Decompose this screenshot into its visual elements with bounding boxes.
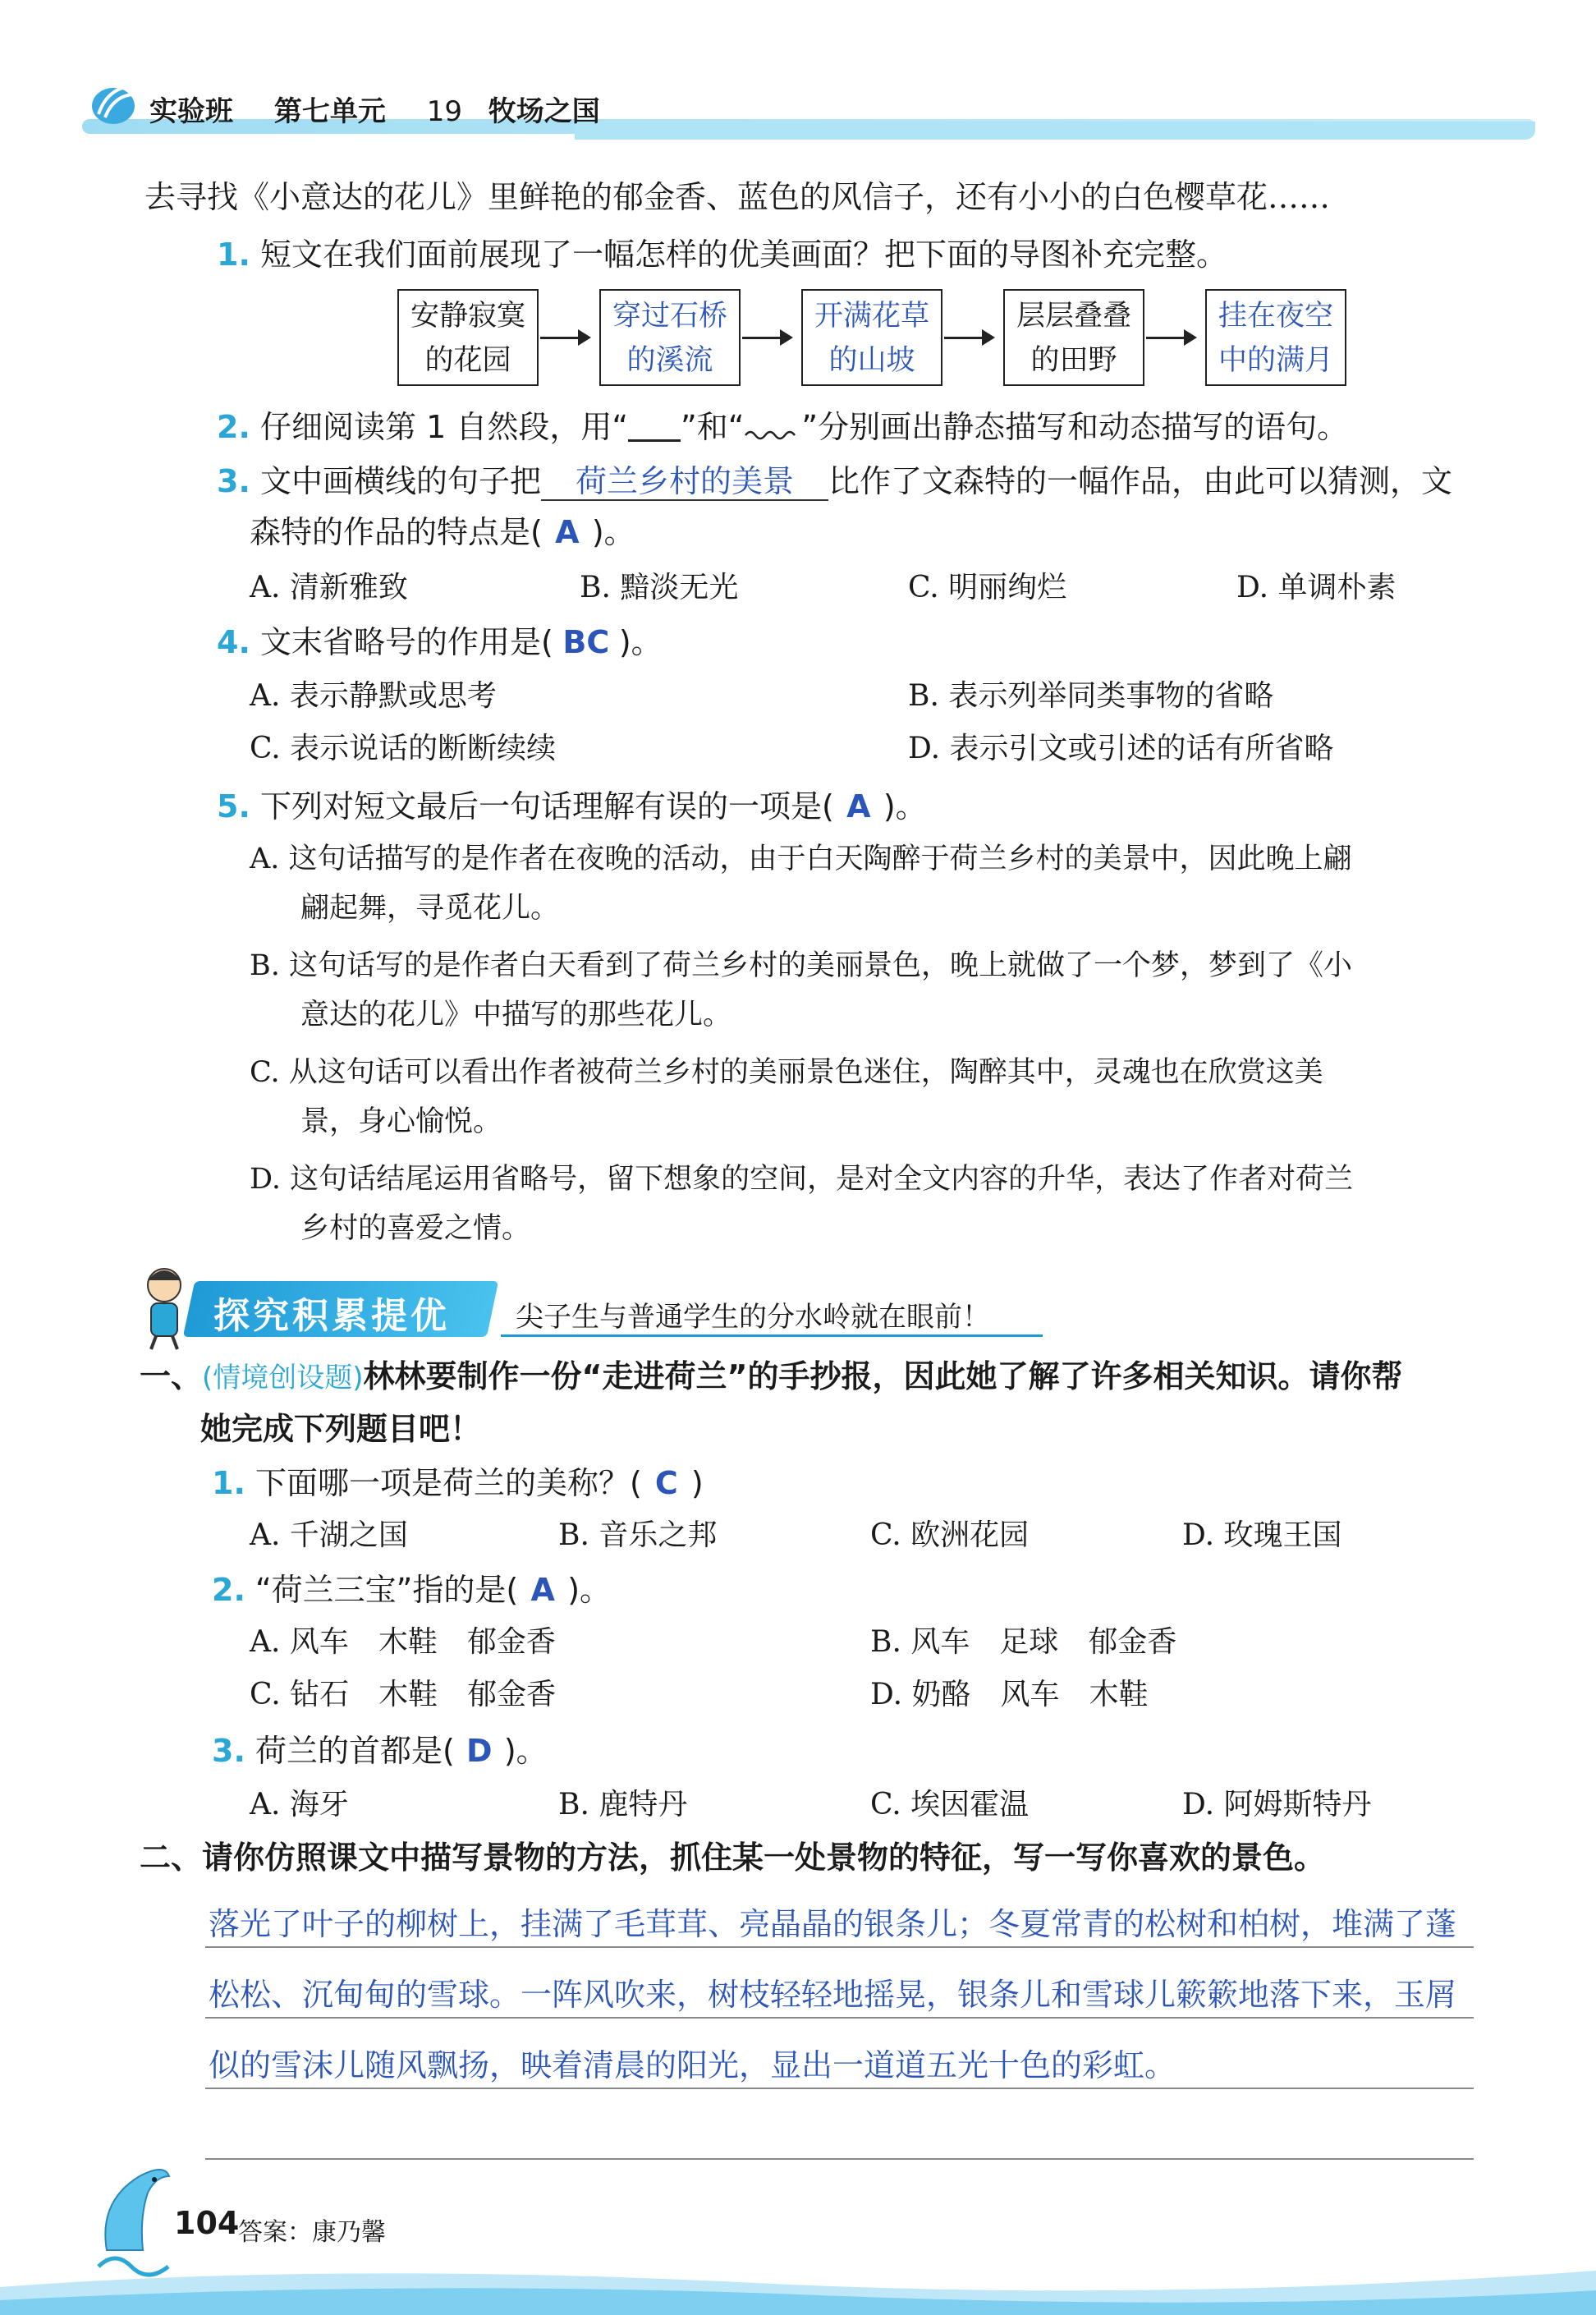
q3-option-d: D. 单调朴素 xyxy=(1236,571,1396,604)
header-lesson-title: 牧场之国 xyxy=(488,95,600,128)
part1-q3-answer: D xyxy=(466,1733,493,1769)
flow-box-3-line2: 的山坡 xyxy=(828,344,915,377)
flow-box-1 xyxy=(397,289,539,386)
q2-text-a: 仔细阅读第 1 自然段，用“ xyxy=(259,409,629,445)
q3-text-a: 文中画横线的句子把 xyxy=(259,463,541,499)
part1-q1-answer: C xyxy=(654,1465,678,1501)
part1-line1 xyxy=(140,1352,1403,1403)
part1-q2-text-b: )。 xyxy=(567,1572,612,1608)
q5-text-a: 下列对短文最后一句话理解有误的一项是( xyxy=(259,788,834,824)
part1-q2-number: 2. xyxy=(212,1572,245,1608)
q4-number: 4. xyxy=(217,624,250,660)
q3-option-a: A. 清新雅致 xyxy=(250,571,408,604)
section-underline xyxy=(501,1334,1043,1337)
writing-line-1 xyxy=(205,1946,1474,1948)
q5-option-a-line2: 翩起舞，寻觅花儿。 xyxy=(300,892,560,925)
part1-q2-text-a: “荷兰三宝”指的是( xyxy=(255,1572,519,1608)
part1-q2-option-a: A. 风车 木鞋 郁金香 xyxy=(250,1625,556,1659)
flow-box-3 xyxy=(801,289,942,386)
part1-q3-option-a: A. 海牙 xyxy=(250,1788,349,1821)
part1-q1-number: 1. xyxy=(212,1465,245,1501)
q3-line1 xyxy=(217,457,1452,506)
writing-line-4 xyxy=(205,2158,1474,2160)
part2-answer-line-3: 似的雪沫儿随风飘扬，映着清晨的阳光，显出一道道五光十色的彩虹。 xyxy=(209,2047,1176,2083)
part1-q2-option-c: C. 钻石 木鞋 郁金香 xyxy=(250,1678,557,1711)
q5-option-c-line2: 景，身心愉悦。 xyxy=(300,1105,502,1138)
part1-q2-answer: A xyxy=(530,1572,555,1608)
q3-option-b: B. 黯淡无光 xyxy=(580,571,739,604)
part2-prompt xyxy=(140,1833,1325,1882)
part1-q1-text-b: ) xyxy=(690,1465,704,1501)
page-number: 104 xyxy=(174,2205,240,2241)
q3-answer: A xyxy=(555,514,580,550)
part1-q1-option-b: B. 音乐之邦 xyxy=(558,1518,718,1552)
header-title xyxy=(149,89,631,129)
q3-text-c: 森特的作品的特点是( xyxy=(250,514,543,550)
book-logo-icon xyxy=(89,78,138,127)
flow-box-4-line1: 层层叠叠 xyxy=(1016,300,1131,333)
header-unit: 第七单元 xyxy=(273,95,386,128)
flow-box-1-line1: 安静寂寞 xyxy=(410,300,525,333)
q4-text-a: 文末省略号的作用是( xyxy=(259,624,553,660)
q5-text-b: )。 xyxy=(883,788,927,824)
part2-answer-line-1: 落光了叶子的柳树上，挂满了毛茸茸、亮晶晶的银条儿；冬夏常青的松树和柏树，堆满了蓬 xyxy=(209,1906,1457,1942)
part1-q1-option-a: A. 千湖之国 xyxy=(250,1518,408,1552)
flow-box-2-line2: 的溪流 xyxy=(626,344,713,377)
q5-option-b-line2: 意达的花儿》中描写的那些花儿。 xyxy=(300,999,732,1031)
header-book: 实验班 xyxy=(149,95,233,128)
header-bar-accent xyxy=(575,122,1535,140)
header-lesson-no: 19 xyxy=(426,95,462,128)
q4-answer: BC xyxy=(562,624,610,660)
q3-number: 3. xyxy=(217,463,250,499)
flow-box-4-line2: 的田野 xyxy=(1030,344,1117,377)
q3-line2 xyxy=(250,508,635,557)
q1-number: 1. xyxy=(217,237,250,273)
q5-option-c-line1: C. 从这句话可以看出作者被荷兰乡村的美丽景色迷住，陶醉其中，灵魂也在欣赏这美 xyxy=(250,1056,1323,1089)
part1-q2-option-d: D. 奶酪 风车 木鞋 xyxy=(870,1678,1149,1711)
flow-box-4 xyxy=(1003,289,1144,386)
writing-line-2 xyxy=(205,2017,1474,2019)
q4-option-b: B. 表示列举同类事物的省略 xyxy=(908,679,1274,713)
q5-number: 5. xyxy=(217,788,250,824)
part1-q3-option-c: C. 埃因霍温 xyxy=(870,1788,1030,1821)
mascot-icon xyxy=(131,1261,197,1351)
flow-box-5-line2: 中的满月 xyxy=(1218,344,1333,377)
q1 xyxy=(217,230,1227,279)
q2-text-b: ”和“ xyxy=(681,409,745,445)
q5-answer: A xyxy=(846,788,871,824)
part1-q3-text-a: 荷兰的首都是( xyxy=(255,1733,455,1769)
part1-q2 xyxy=(212,1565,611,1615)
q2-straight-line-sample xyxy=(628,416,681,442)
q3-text-d: )。 xyxy=(591,514,635,550)
q1-text: 短文在我们面前展现了一幅怎样的优美画面？把下面的导图补充完整。 xyxy=(259,237,1227,273)
part1-q2-option-b: B. 风车 足球 郁金香 xyxy=(870,1625,1177,1659)
flow-arrow-1 xyxy=(540,337,588,339)
part1-q1-option-d: D. 玫瑰王国 xyxy=(1182,1518,1342,1552)
q4-option-d: D. 表示引文或引述的话有所省略 xyxy=(908,732,1334,765)
section-title: 探究积累提优 xyxy=(213,1295,450,1337)
part1-q3 xyxy=(212,1726,548,1775)
q5-option-b-line1: B. 这句话写的是作者白天看到了荷兰乡村的美丽景色，晚上就做了一个梦，梦到了《小 xyxy=(250,949,1352,982)
part2-text: 请你仿照课文中描写景物的方法，抓住某一处景物的特征，写一写你喜欢的景色。 xyxy=(202,1840,1326,1876)
section-subtitle: 尖子生与普通学生的分水岭就在眼前！ xyxy=(516,1301,990,1334)
part1-line2: 她完成下列题目吧！ xyxy=(200,1411,482,1447)
q4-option-c: C. 表示说话的断断续续 xyxy=(250,732,557,765)
q4-option-a: A. 表示静默或思考 xyxy=(250,679,497,713)
flow-box-1-line2: 的花园 xyxy=(424,344,511,377)
part1-q3-text-b: )。 xyxy=(503,1733,548,1769)
footer-answer-label: 答案：康乃馨 xyxy=(238,2218,386,2247)
part1-q1-option-c: C. 欧洲花园 xyxy=(870,1518,1030,1552)
writing-line-3 xyxy=(205,2088,1474,2089)
flow-arrow-2 xyxy=(742,337,790,339)
q2 xyxy=(217,402,1348,452)
q3-option-c: C. 明丽绚烂 xyxy=(908,571,1067,604)
q2-number: 2. xyxy=(217,409,250,445)
q5-option-d-line1: D. 这句话结尾运用省略号，留下想象的空间，是对全文内容的升华，表达了作者对荷兰 xyxy=(250,1163,1354,1196)
footer-wave xyxy=(0,2254,1596,2315)
part2-number: 二、 xyxy=(140,1840,203,1876)
part1-q3-option-b: B. 鹿特丹 xyxy=(558,1788,688,1821)
part1-q3-option-d: D. 阿姆斯特丹 xyxy=(1182,1788,1372,1821)
part1-number: 一、 xyxy=(140,1358,203,1394)
part1-text-1: 林林要制作一份“走进荷兰”的手抄报，因此她了解了许多相关知识。请你帮 xyxy=(363,1358,1403,1394)
intro-line: 去寻找《小意达的花儿》里鲜艳的郁金香、蓝色的风信子，还有小小的白色樱草花…… xyxy=(144,179,1331,215)
q2-text-c: ”分别画出静态描写和动态描写的语句。 xyxy=(801,409,1349,445)
q3-text-b: 比作了文森特的一幅作品，由此可以猜测，文 xyxy=(828,463,1453,499)
part1-q1-text-a: 下面哪一项是荷兰的美称？( xyxy=(255,1465,642,1501)
q2-wavy-line-sample xyxy=(744,417,801,442)
q5 xyxy=(217,782,927,831)
part1-tag: (情境创设题) xyxy=(202,1362,364,1394)
flow-box-5-line1: 挂在夜空 xyxy=(1218,300,1333,333)
q5-option-d-line2: 乡村的喜爱之情。 xyxy=(300,1212,531,1245)
flow-arrow-3 xyxy=(944,337,992,339)
q4 xyxy=(217,618,663,667)
flow-box-5 xyxy=(1205,289,1346,386)
flow-box-2 xyxy=(599,289,741,386)
q5-option-a-line1: A. 这句话描写的是作者在夜晚的活动，由于白天陶醉于荷兰乡村的美景中，因此晚上翩 xyxy=(250,843,1352,875)
q4-text-b: )。 xyxy=(618,624,663,660)
part1-q3-number: 3. xyxy=(212,1733,245,1769)
flow-box-2-line1: 穿过石桥 xyxy=(612,300,727,333)
flow-box-3-line1: 开满花草 xyxy=(814,300,929,333)
flow-arrow-4 xyxy=(1146,337,1194,339)
part1-q1 xyxy=(212,1458,704,1508)
q3-blank-answer: 荷兰乡村的美景 xyxy=(541,463,828,501)
part2-answer-line-2: 松松、沉甸甸的雪球。一阵风吹来，树枝轻轻地摇晃，银条儿和雪球儿簌簌地落下来，玉屑 xyxy=(209,1977,1457,2013)
